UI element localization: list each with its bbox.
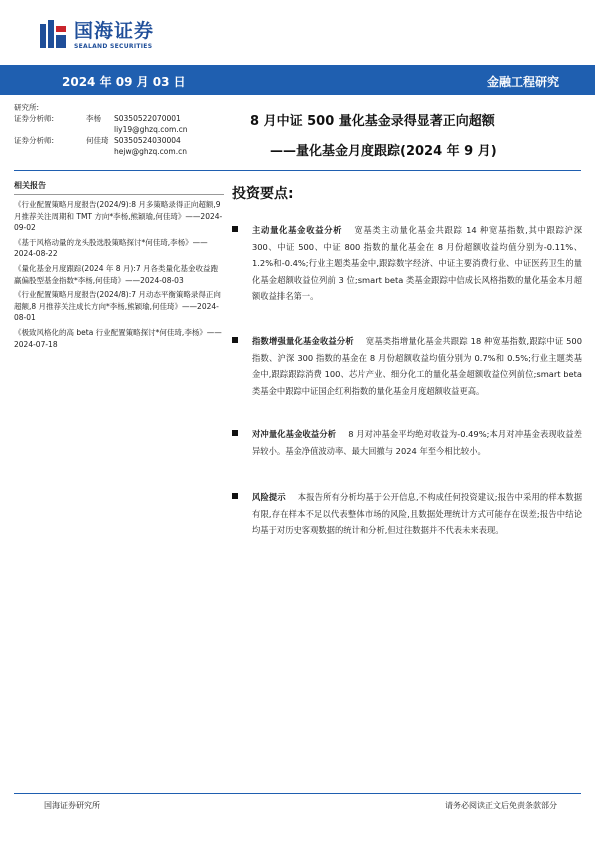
report-title: 8 月中证 500 量化基金录得显著正向超额 xyxy=(250,114,495,129)
key-point xyxy=(232,222,582,305)
analyst-block xyxy=(14,102,224,157)
research-institute-label: 研究所: xyxy=(14,103,40,112)
key-point xyxy=(232,333,582,399)
header-banner xyxy=(0,65,595,95)
analyst-label: 证券分析师: xyxy=(14,114,55,123)
logo-name-en: SEALAND SECURITIES xyxy=(74,42,153,50)
key-point-keyword: 风险提示 xyxy=(252,492,286,502)
key-point-keyword: 对冲量化基金收益分析 xyxy=(252,429,337,439)
key-point-text: 本报告所有分析均基于公开信息,不构成任何投资建议;报告中采用的样本数据有限,存在样本不足以代表整体市场的风险,且数据处理统计方式可能存在误差;报告中结论均基于对历史客观数据的统计和分析,但过往数据并不代表未来表现。 xyxy=(252,492,582,536)
related-report-item[interactable]: 《极致风格化的高 beta 行业配置策略探讨*何佳琦,李杨》——2024-07-18 xyxy=(14,327,222,349)
related-report-item[interactable]: 《行业配置策略月度报告(2024/9):8 月多策略录得正向超额,9 月推荐关注周期和 TMT 方向*李杨,熊颖瑜,何佳琦》——2024-09-02 xyxy=(14,200,223,233)
related-report-item[interactable]: 《行业配置策略月度报告(2024/8):7 月动态平衡策略录得正向超额,8 月推荐关注成长方向*李杨,熊颖瑜,何佳琦》——2024-08-01 xyxy=(14,290,221,323)
square-bullet-icon xyxy=(232,430,238,436)
related-reports-sidebar xyxy=(14,180,224,353)
key-point-text: 宽基类指增量化基金共跟踪 18 种宽基指数,跟踪中证 500 指数、沪深 300 指数的基金在 8 月份超额收益均值分别为 0.7%和 0.5%;行业主题类基金中,跟踪跟踪消费 100、芯片产业、细分化工的量化基金超额收益位列前位;smart beta 类基金中跟踪中证国企红利指数的量化基金月度超额收益更高。 xyxy=(252,336,582,396)
analyst-email[interactable]: liy19@ghzq.com.cn xyxy=(114,125,188,134)
report-date: 2024 年 09 月 03 日 xyxy=(62,75,186,89)
analyst-name: 李杨 xyxy=(86,114,101,123)
key-point-text: 宽基类主动量化基金共跟踪 14 种宽基指数,其中跟踪沪深 300、中证 500、中证 800 指数的量化基金在 8 月份超额收益均值分别为-0.11%、1.2%和-0.4%;行业主题类基金中,跟踪数字经济、中证主要消费行业、中证医药卫生的量化基金超额收益位列前 3 位;smart beta 类基金跟踪中信成长风格指数的量化基金本月超额收益排名第一。 xyxy=(252,225,582,302)
analyst-cert: S0350524030004 xyxy=(114,136,181,145)
key-point-keyword: 主动量化基金收益分析 xyxy=(252,225,343,235)
analyst-label: 证券分析师: xyxy=(14,136,55,145)
square-bullet-icon xyxy=(232,337,238,343)
analyst-email[interactable]: hejw@ghzq.com.cn xyxy=(114,147,187,156)
logo-name-cn: 国海证券 xyxy=(74,19,155,42)
related-reports-heading: 相关报告 xyxy=(14,180,224,195)
analyst-row xyxy=(14,135,224,146)
footer-institute: 国海证券研究所 xyxy=(44,801,100,810)
related-report-item[interactable]: 《量化基金月度跟踪(2024 年 8 月):7 月各类量化基金收益跑赢偏股型基金指数*李杨,何佳琦》——2024-08-03 xyxy=(14,263,219,285)
key-point-text: 8 月对冲基金平均绝对收益为-0.49%;本月对冲基金表现收益差异较小。基金净值波动率、最大回撤与 2024 年至今相比较小。 xyxy=(252,429,582,456)
analyst-row xyxy=(14,113,224,124)
footer-disclaimer: 请务必阅读正文后免责条款部分 xyxy=(445,801,557,810)
header-divider xyxy=(14,170,581,171)
report-subtitle: ——量化基金月度跟踪(2024 年 9 月) xyxy=(270,144,497,159)
key-points-heading: 投资要点: xyxy=(232,186,294,202)
analyst-cert: S0350522070001 xyxy=(114,114,181,123)
related-report-item[interactable]: 《基于风格动量的龙头股选股策略探讨*何佳琦,李杨》——2024-08-22 xyxy=(14,237,208,259)
square-bullet-icon xyxy=(232,493,238,499)
footer-divider xyxy=(14,793,581,794)
logo-mark-icon xyxy=(40,20,68,50)
company-logo xyxy=(40,20,154,50)
analyst-name: 何佳琦 xyxy=(86,136,109,145)
square-bullet-icon xyxy=(232,226,238,232)
key-point-keyword: 指数增强量化基金收益分析 xyxy=(252,336,354,346)
report-category: 金融工程研究 xyxy=(486,75,559,89)
key-point xyxy=(232,489,582,539)
key-point xyxy=(232,426,582,459)
